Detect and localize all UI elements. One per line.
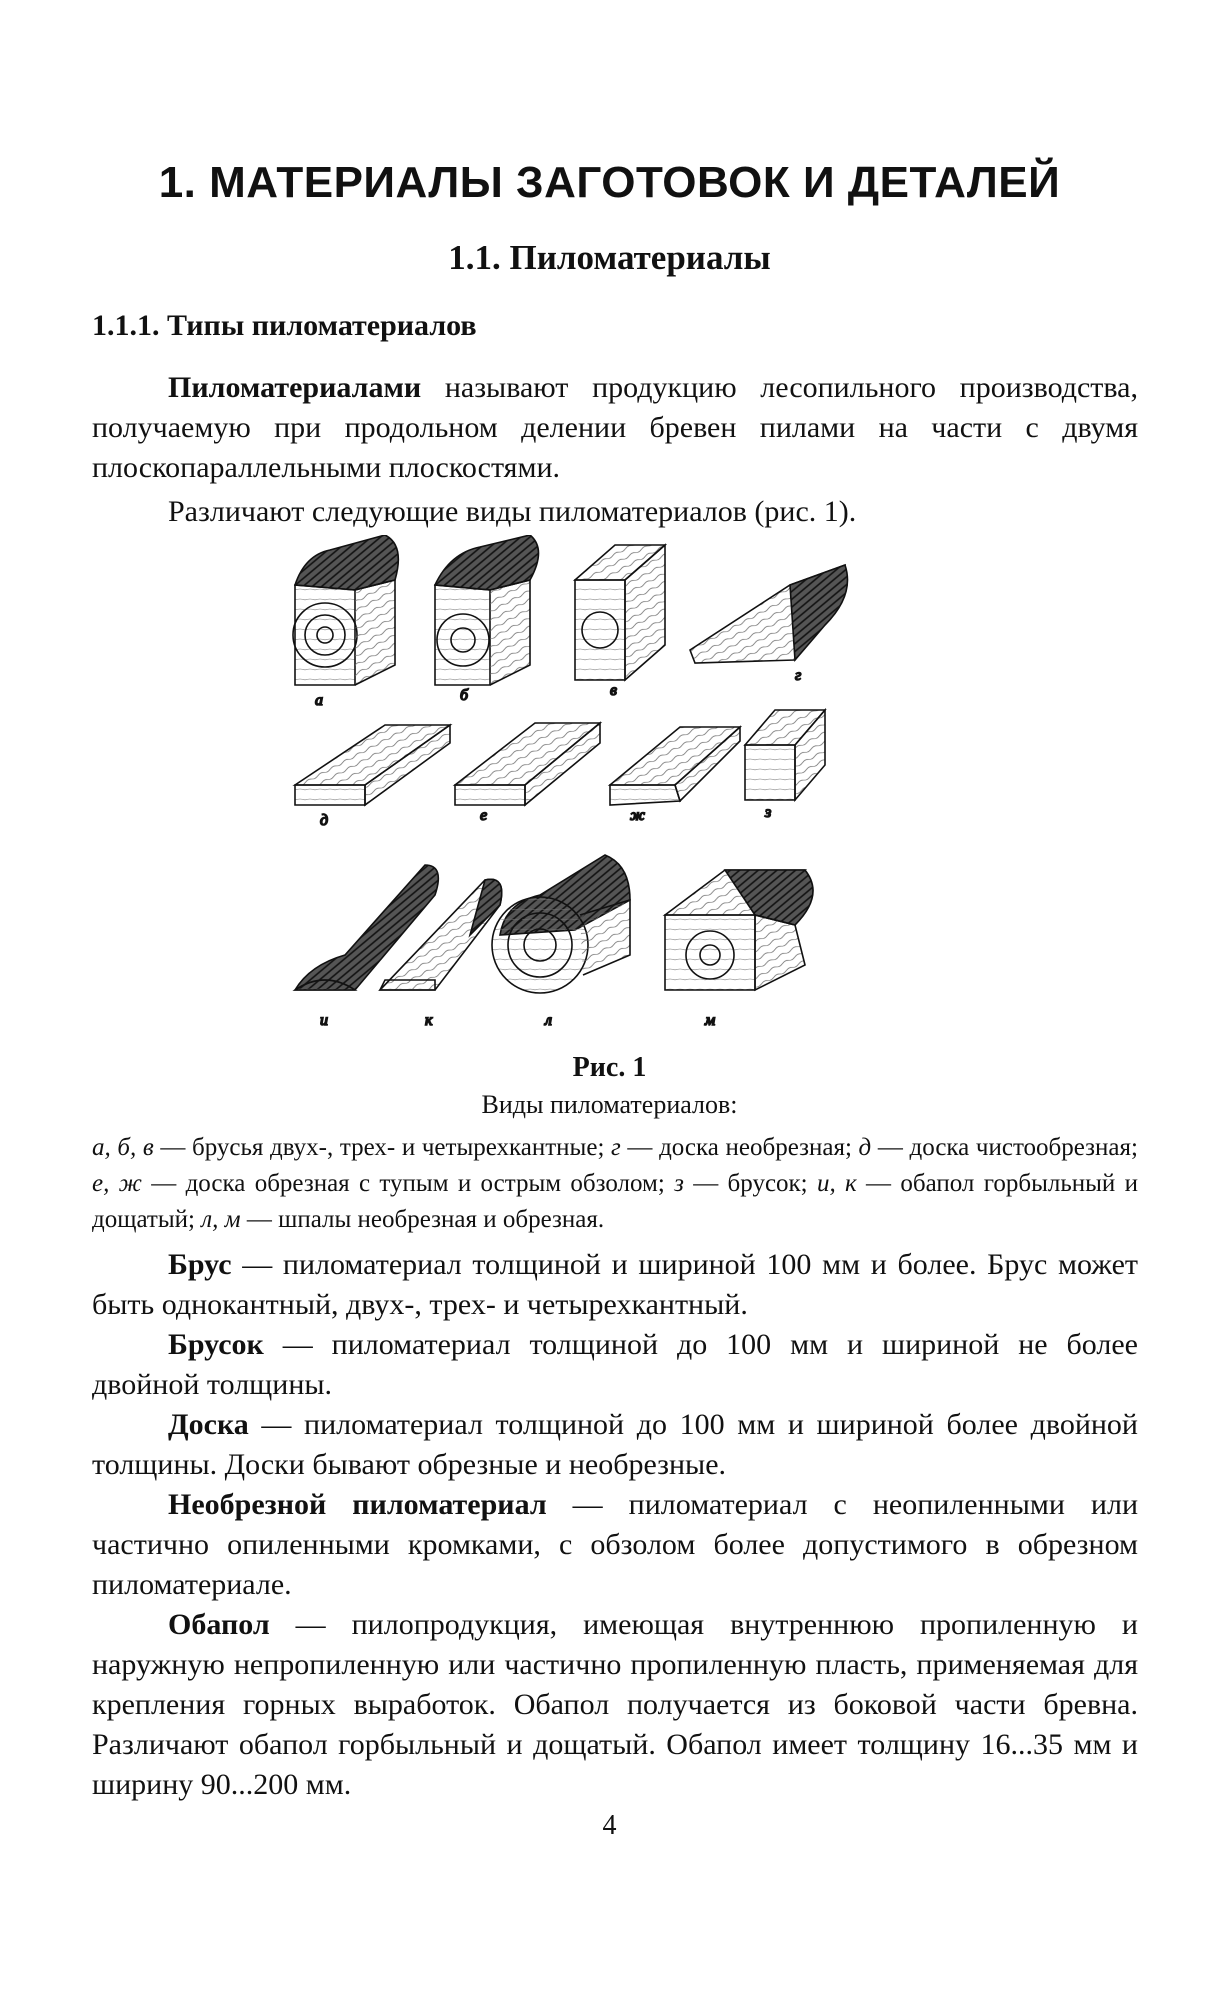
legend-letters: з bbox=[674, 1170, 684, 1197]
legend-text: — шпалы необрезная и обрезная. bbox=[240, 1206, 605, 1233]
definition-term: Необрезной пиломатериал bbox=[168, 1488, 547, 1521]
figure-item-f bbox=[455, 723, 600, 805]
figure-label-d: г bbox=[795, 667, 802, 684]
figure-item-c bbox=[575, 545, 665, 680]
definition-neobreznoy bbox=[92, 1485, 1138, 1605]
lead-in-paragraph bbox=[92, 492, 1138, 532]
figure-item-m bbox=[665, 870, 813, 990]
legend-letters: и, к bbox=[816, 1170, 857, 1197]
figure-item-g bbox=[610, 727, 740, 805]
definition-brusok bbox=[92, 1325, 1138, 1405]
figure-label-e: д bbox=[320, 812, 329, 829]
subsection-title: 1.1.1. Типы пиломатериалов bbox=[92, 309, 477, 342]
definition-text: — пилопродукция, имеющая внутреннюю пропиленную и наружную непропиленную или частично пропиленную пласть, применяемая для крепления горных выработок. Обапол получается из боковой части бревна. Различают обапол горбыльный и дощатый. Обапол имеет толщину 16...35 мм и ширину 90...200 мм. bbox=[92, 1608, 1138, 1801]
figure-item-l bbox=[492, 855, 630, 993]
lumber-types-figure bbox=[285, 535, 935, 1035]
intro-term: Пиломатериалами bbox=[168, 371, 422, 404]
chapter-title: 1. МАТЕРИАЛЫ ЗАГОТОВОК И ДЕТАЛЕЙ bbox=[158, 158, 1061, 207]
legend-letters: д bbox=[858, 1134, 872, 1161]
figure-label-k: к bbox=[425, 1012, 433, 1029]
legend-letters: а, б, в bbox=[92, 1134, 154, 1161]
figure-item-h bbox=[745, 710, 825, 800]
legend-letters: г bbox=[611, 1134, 621, 1161]
definition-text: — пиломатериал толщиной до 100 мм и шириной не более двойной толщины. bbox=[92, 1328, 1138, 1401]
figure-item-e bbox=[295, 725, 450, 805]
figure-item-b bbox=[435, 535, 539, 685]
legend-text: — брусок; bbox=[683, 1170, 817, 1197]
definition-term: Доска bbox=[168, 1408, 249, 1441]
definition-text: — пиломатериал с неопиленными или частично опиленными кромками, с обзолом более допустимого в обрезном пиломатериале. bbox=[92, 1488, 1138, 1601]
definition-text: — пиломатериал толщиной и шириной 100 мм и более. Брус может быть однокантный, двух-, трех- и четырехкантный. bbox=[92, 1248, 1138, 1321]
legend-text: — брусья двух-, трех- и четырехкантные; bbox=[153, 1134, 612, 1161]
definition-term: Брусок bbox=[168, 1328, 264, 1361]
lead-in-text: Различают следующие виды пиломатериалов (рис. 1). bbox=[168, 495, 857, 528]
page-number: 4 bbox=[602, 1810, 617, 1841]
section-title: 1.1. Пиломатериалы bbox=[448, 238, 771, 277]
figure-label-b: б bbox=[460, 687, 469, 704]
figure-label-g: ж bbox=[630, 807, 645, 824]
definition-text: — пиломатериал толщиной до 100 мм и шириной более двойной толщины. Доски бывают обрезные и необрезные. bbox=[92, 1408, 1138, 1481]
figure-legend bbox=[92, 1130, 1138, 1238]
legend-text: — доска обрезная с тупым и острым обзолом; bbox=[141, 1170, 675, 1197]
legend-text: — обапол горбыльный и дощатый; bbox=[92, 1170, 1138, 1233]
intro-text: называют продукцию лесопильного производства, получаемую при продольном делении бревен пилами на части с двумя плоскопараллельными плоскостями. bbox=[92, 371, 1138, 484]
definition-brus bbox=[92, 1245, 1138, 1325]
figure-item-a bbox=[293, 535, 398, 685]
definition-obapol bbox=[92, 1605, 1138, 1805]
definition-term: Обапол bbox=[168, 1608, 270, 1641]
figure-item-d bbox=[690, 565, 848, 663]
legend-letters: л, м bbox=[201, 1206, 241, 1233]
figure-label-a: а bbox=[315, 692, 323, 709]
figure-label-h: з bbox=[765, 804, 772, 821]
figure-label-c: в bbox=[610, 682, 617, 699]
figure-label-m: м bbox=[705, 1012, 716, 1029]
figure-caption-number: Рис. 1 bbox=[572, 1052, 647, 1083]
figure-caption-title: Виды пиломатериалов: bbox=[481, 1090, 738, 1119]
definition-term: Брус bbox=[168, 1248, 232, 1281]
legend-letters: е, ж bbox=[92, 1170, 142, 1197]
figure-label-f: е bbox=[480, 807, 488, 824]
definition-doska bbox=[92, 1405, 1138, 1485]
legend-text: — доска чистообрезная; bbox=[871, 1134, 1138, 1161]
legend-text: — доска необрезная; bbox=[620, 1134, 859, 1161]
figure-label-i: и bbox=[320, 1012, 328, 1029]
intro-paragraph bbox=[92, 368, 1138, 488]
figure-label-l: л bbox=[545, 1012, 552, 1029]
